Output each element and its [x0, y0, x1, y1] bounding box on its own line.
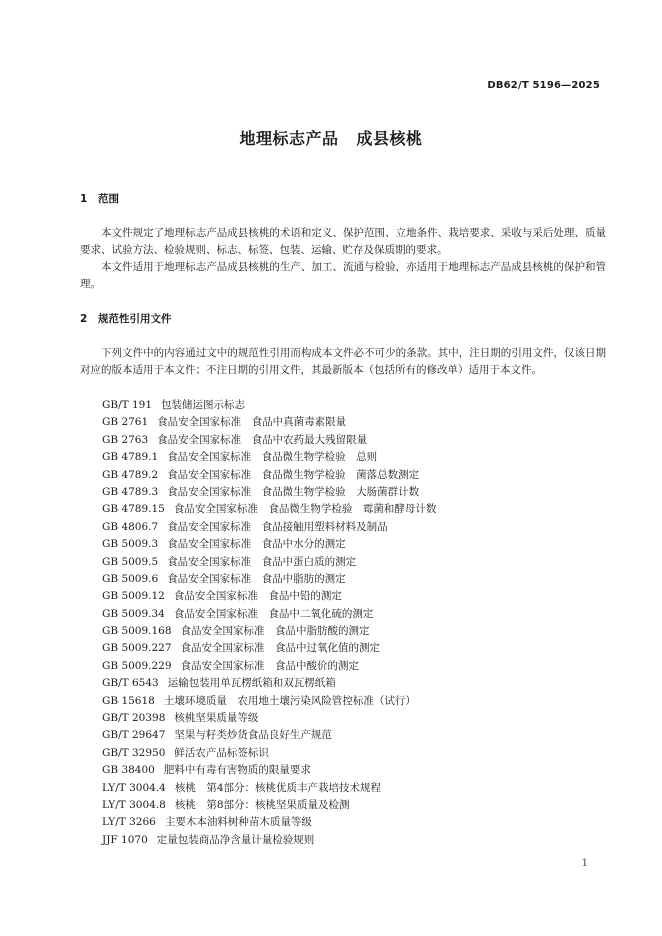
section-1-heading: [80, 191, 119, 206]
reference-code: GB/T 191: [102, 399, 153, 411]
title-part-2: 成县核桃: [356, 129, 423, 148]
reference-title: 食品安全国家标准 食品中蛋白质的测定: [167, 555, 357, 568]
reference-title: 食品安全国家标准 食品中脂肪的测定: [167, 572, 346, 585]
reference-code: GB 4806.7: [102, 520, 159, 533]
document-title: [0, 126, 662, 149]
reference-item: [102, 693, 436, 710]
reference-title: 食品安全国家标准 食品中铅的测定: [173, 590, 342, 603]
reference-title: 肥料中有毒有害物质的限量要求: [163, 764, 311, 777]
reference-item: [102, 814, 436, 831]
reference-code: GB 5009.12: [102, 590, 165, 603]
reference-item: [102, 536, 436, 553]
reference-item: [102, 727, 436, 744]
reference-item: [102, 780, 436, 797]
reference-item: [102, 832, 436, 849]
reference-title: 食品安全国家标准 食品微生物学检验 霉菌和酵母计数: [173, 503, 437, 516]
reference-title: 定量包装商品净含量计量检验规则: [156, 833, 315, 846]
reference-item: [102, 467, 436, 484]
reference-title: 食品安全国家标准 食品微生物学检验 总则: [167, 451, 378, 464]
reference-item: [102, 484, 436, 501]
reference-title: 主要木本油料树种苗木质量等级: [164, 816, 312, 829]
reference-title: 食品安全国家标准 食品中酸价的测定: [180, 659, 360, 672]
reference-code: GB 5009.34: [102, 607, 165, 620]
reference-item: [102, 710, 436, 727]
reference-title: 核桃 第4部分：核桃优质丰产栽培技术规程: [174, 781, 382, 794]
title-part-1: 地理标志产品: [239, 129, 339, 148]
reference-title: 食品安全国家标准 食品中过氧化值的测定: [180, 642, 381, 655]
reference-item: [102, 449, 436, 466]
section-1-title: 范围: [98, 193, 119, 205]
section-1-number: 1: [80, 193, 88, 205]
reference-title: 食品安全国家标准 食品中水分的测定: [167, 538, 346, 551]
scope-paragraph-1: 本文件规定了地理标志产品成县核桃的术语和定义、保护范围、立地条件、栽培要求、采收与采后处理、质量要求、试验方法、检验规则、标志、标签、包装、运输、贮存及保质期的要求。: [80, 227, 606, 256]
standard-code: DB62/T 5196—2025: [487, 80, 600, 91]
reference-item: [102, 554, 436, 571]
reference-code: GB 5009.227: [102, 642, 172, 655]
reference-code: GB/T 32950: [102, 746, 166, 759]
reference-code: GB 5009.5: [102, 555, 159, 568]
reference-item: [102, 432, 436, 449]
reference-title: 核桃坚果质量等级: [174, 712, 259, 725]
reference-title: 食品安全国家标准 食品中脂肪酸的测定: [180, 625, 370, 638]
reference-title: 鲜活农产品标签标识: [174, 746, 269, 759]
reference-title: 包装储运图示标志: [161, 399, 246, 411]
reference-title: 食品安全国家标准 食品接触用塑料材料及制品: [167, 520, 388, 533]
reference-list: [102, 397, 436, 849]
reference-code: GB 4789.1: [102, 451, 159, 464]
reference-code: GB/T 20398: [102, 712, 166, 725]
reference-title: 食品安全国家标准 食品微生物学检验 大肠菌群计数: [167, 485, 420, 498]
reference-title: 核桃 第8部分：核桃坚果质量及检测: [174, 798, 350, 811]
reference-title: 坚果与籽类炒货食品良好生产规范: [174, 729, 332, 742]
scope-paragraph-2: 本文件适用于地理标志产品成县核桃的生产、加工、流通与检验，亦适用于地理标志产品成县核桃的保护和管理。: [80, 261, 606, 290]
reference-item: [102, 519, 436, 536]
section-2-title: 规范性引用文件: [98, 313, 172, 325]
reference-item: [102, 571, 436, 588]
reference-code: GB 38400: [102, 764, 155, 777]
reference-code: GB 4789.2: [102, 468, 159, 481]
page-number: 1: [581, 858, 588, 869]
reference-title: 食品安全国家标准 食品微生物学检验 菌落总数测定: [167, 468, 420, 481]
reference-code: GB 5009.3: [102, 538, 159, 551]
reference-code: GB 5009.229: [102, 659, 172, 672]
reference-item: [102, 623, 436, 640]
reference-item: [102, 606, 436, 623]
section-2-number: 2: [80, 313, 88, 325]
reference-title: 食品安全国家标准 食品中农药最大残留限量: [157, 433, 368, 446]
reference-code: LY/T 3266: [102, 816, 156, 829]
reference-code: GB 15618: [102, 694, 155, 707]
reference-item: [102, 397, 436, 414]
reference-code: GB/T 29647: [102, 729, 166, 742]
reference-code: GB/T 6543: [102, 677, 159, 690]
reference-item: [102, 762, 436, 779]
references-intro: 下列文件中的内容通过文中的规范性引用而构成本文件必不可少的条款。其中，注日期的引用文件，仅该日期对应的版本适用于本文件；不注日期的引用文件，其最新版本（包括所有的修改单）适用于本文件。: [80, 347, 606, 376]
reference-item: [102, 658, 436, 675]
reference-title: 食品安全国家标准 食品中二氧化硫的测定: [173, 607, 374, 620]
reference-code: LY/T 3004.8: [102, 798, 166, 811]
reference-code: GB 4789.3: [102, 485, 159, 498]
reference-item: [102, 588, 436, 605]
reference-code: GB 5009.168: [102, 625, 172, 638]
reference-item: [102, 675, 436, 692]
section-2-heading: [80, 311, 172, 326]
reference-title: 土壤环境质量 农用地土壤污染风险管控标准（试行）: [163, 694, 416, 707]
reference-code: JJF 1070: [102, 833, 148, 846]
reference-title: 运输包装用单瓦楞纸箱和双瓦楞纸箱: [167, 677, 336, 690]
reference-code: GB 2761: [102, 416, 149, 429]
reference-code: LY/T 3004.4: [102, 781, 166, 794]
reference-item: [102, 501, 436, 518]
reference-item: [102, 745, 436, 762]
reference-item: [102, 414, 436, 431]
reference-title: 食品安全国家标准 食品中真菌毒素限量: [157, 416, 347, 429]
reference-code: GB 4789.15: [102, 503, 165, 516]
reference-item: [102, 640, 436, 657]
reference-code: GB 2763: [102, 433, 149, 446]
reference-item: [102, 797, 436, 814]
reference-code: GB 5009.6: [102, 572, 159, 585]
